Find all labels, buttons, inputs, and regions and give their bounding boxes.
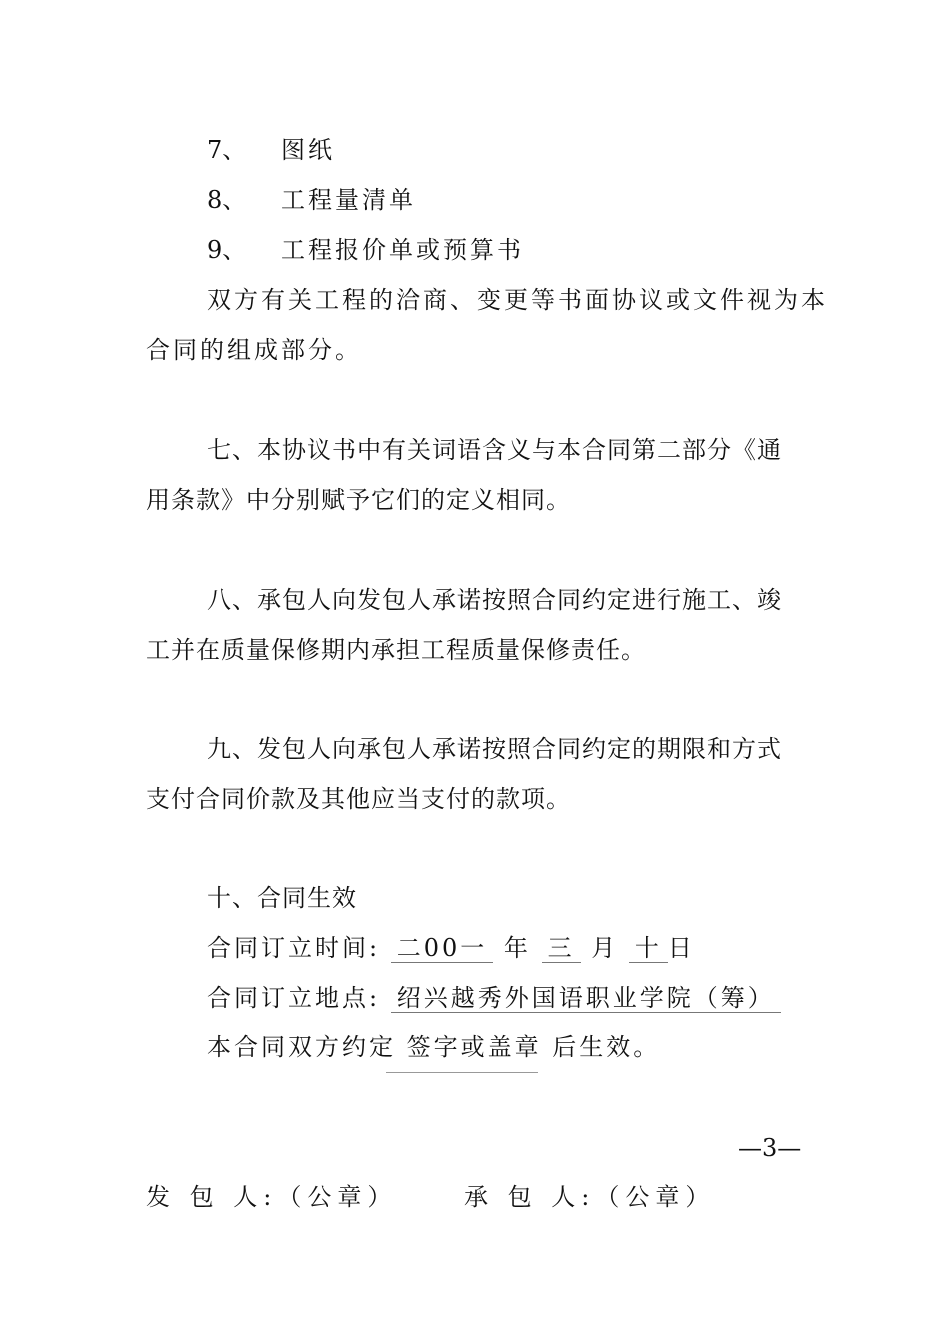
contractor-signature: 承 包 人:（公章）: [464, 1183, 716, 1211]
year-unit: 年: [503, 934, 531, 962]
attachment-item-9: [207, 234, 524, 266]
contract-place-line: [207, 982, 781, 1014]
month-unit: 月: [591, 934, 619, 962]
effective-suffix: 后生效。: [552, 1033, 661, 1061]
contract-date-line: [207, 932, 695, 964]
article-9-line-1: 九、发包人向承包人承诺按照合同约定的期限和方式: [207, 735, 782, 763]
attachment-text: 图纸: [281, 136, 335, 164]
documents-paragraph-line-2: 合同的组成部分。: [146, 336, 362, 364]
attachment-text: 工程量清单: [281, 186, 416, 214]
article-9-line-2: 支付合同价款及其他应当支付的款项。: [146, 785, 571, 813]
day-unit: 日: [667, 934, 695, 962]
effective-prefix: 本合同双方约定: [207, 1033, 396, 1061]
attachment-item-8: [207, 184, 416, 216]
article-7-line-2: 用条款》中分别赋予它们的定义相同。: [146, 486, 571, 514]
article-10-title: 十、合同生效: [207, 884, 357, 912]
attachment-number: 8、: [207, 186, 247, 214]
contract-month: 三: [542, 934, 581, 963]
effective-condition-underline: [386, 1072, 538, 1073]
contract-place-label: 合同订立地点:: [207, 984, 381, 1012]
contract-year: 二00一: [391, 934, 494, 963]
attachment-text: 工程报价单或预算书: [281, 236, 524, 264]
documents-paragraph-line-1: 双方有关工程的洽商、变更等书面协议或文件视为本: [207, 286, 828, 314]
contract-date-label: 合同订立时间:: [207, 934, 381, 962]
employer-signature: 发 包 人:（公章）: [146, 1183, 398, 1211]
attachment-number: 7、: [207, 136, 247, 164]
effective-clause-line: [207, 1031, 660, 1063]
effective-condition: 签字或盖章: [406, 1033, 542, 1061]
contract-day: 十: [629, 934, 668, 963]
contract-place: 绍兴越秀外国语职业学院（筹）: [391, 984, 781, 1013]
attachment-item-7: [207, 134, 335, 166]
page-number: —3—: [738, 1134, 802, 1162]
article-8-line-1: 八、承包人向发包人承诺按照合同约定进行施工、竣: [207, 586, 782, 614]
article-7-line-1: 七、本协议书中有关词语含义与本合同第二部分《通: [207, 436, 782, 464]
article-8-line-2: 工并在质量保修期内承担工程质量保修责任。: [146, 636, 646, 664]
attachment-number: 9、: [207, 236, 247, 264]
